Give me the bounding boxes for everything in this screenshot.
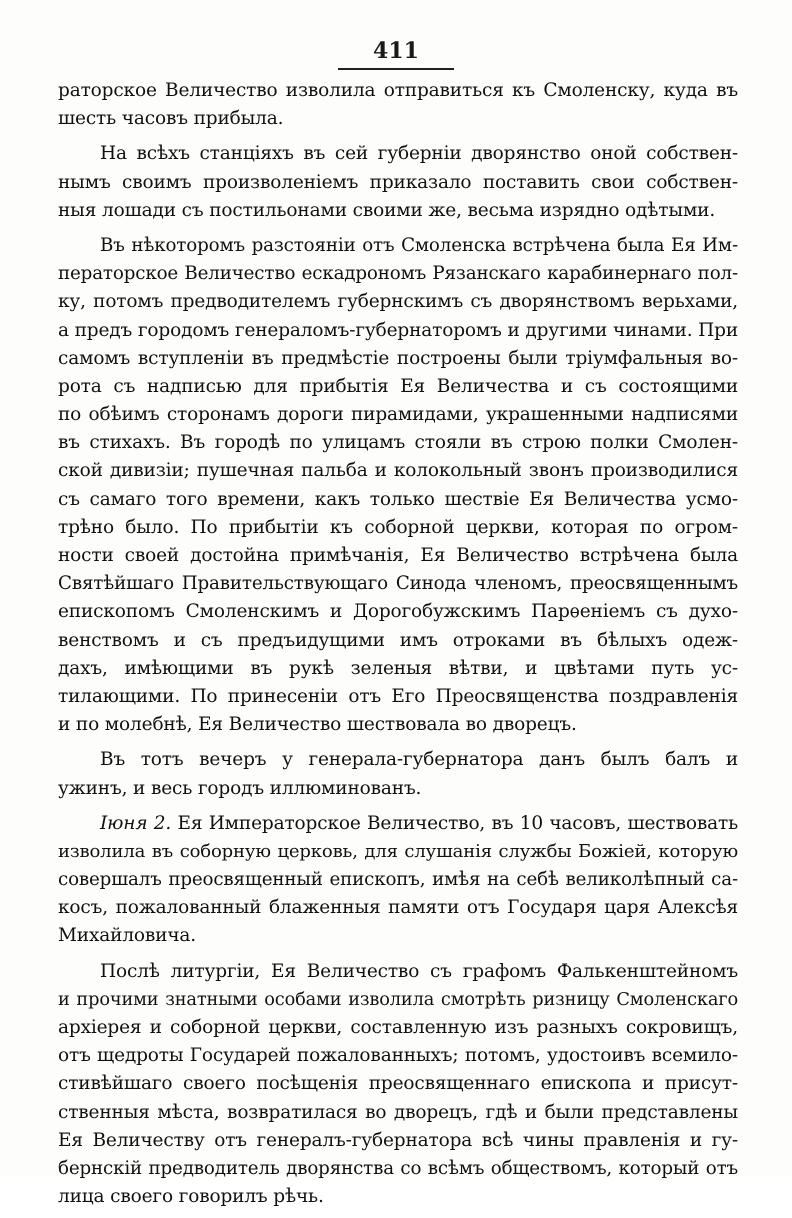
text-line-rest: Ея Императорское Величество, въ 10 часовъ, шествовать	[171, 812, 738, 834]
text-line: раторское Величество изволила отправиться къ Смоленску, куда въ	[58, 80, 738, 101]
text-line: бернскій предводитель дворянства со всѣмъ обществомъ, который отъ	[58, 1157, 738, 1179]
text-line: На всѣхъ станціяхъ въ сей губерніи дворянство оной собствен-	[100, 143, 738, 165]
text-line: Въ тотъ вечеръ у генерала-губернатора данъ былъ балъ и	[100, 749, 738, 771]
text-line: отъ щедроты Государей пожалованныхъ; потомъ, удостоивъ всемило-	[58, 1045, 738, 1067]
text-line: рота съ надписью для прибытія Ея Величества и съ состоящими	[58, 375, 738, 397]
text-line: и по молебнѣ, Ея Величество шествовала во дворецъ.	[58, 714, 577, 736]
text-line: ужинъ, и весь городъ иллюминованъ.	[58, 777, 422, 799]
text-line: ныя лошади съ постильонами своими же, весьма изрядно одѣтыми.	[58, 199, 716, 221]
text-line: ственныя мѣста, возвратилася во дворецъ, гдѣ и были представлены	[58, 1101, 738, 1123]
text-line	[58, 810, 738, 838]
text-line: косъ, пожалованный блаженныя памяти отъ Государя царя Алексѣя	[58, 897, 738, 919]
paragraph	[58, 232, 738, 739]
text-line: стивѣйшаго своего посѣщенія преосвященнаго епископа и присут-	[58, 1073, 738, 1095]
text-line: тилающими. По принесеніи отъ Его Преосвященства поздравленія	[58, 685, 738, 707]
text-line: шесть часовъ прибыла.	[58, 108, 284, 130]
text-line: Михайловича.	[58, 925, 197, 947]
text-line: лица своего говорилъ рѣчь.	[58, 1186, 324, 1208]
paragraph	[58, 746, 738, 802]
text-line: изволила въ соборную церковь, для слушанія службы Божіей, которую	[58, 840, 738, 862]
text-line: въ стихахъ. Въ городѣ по улицамъ стояли въ строю полки Смолен-	[58, 432, 738, 454]
paragraph	[58, 810, 738, 951]
text-line: и прочими знатными особами изволила смотрѣть ризницу Смоленскаго	[58, 989, 738, 1010]
text-line: ператорское Величество ескадрономъ Рязанскаго карабинернаго пол-	[58, 263, 738, 285]
text-line: ности своей достойна примѣчанія, Ея Величество встрѣчена была	[58, 545, 738, 566]
paragraph	[58, 958, 738, 1212]
entry-date: Іюня 2.	[100, 812, 172, 834]
text-line: Ея Величеству отъ генералъ-губернатора всѣ чины правленія и гу-	[58, 1129, 738, 1151]
text-line: совершалъ преосвященный епископъ, имѣя на себѣ великолѣпный са-	[58, 869, 738, 891]
page-number: 411	[373, 38, 419, 64]
page-number-rule	[338, 68, 454, 70]
text-line: съ самаго того времени, какъ только шествіе Ея Величества усмо-	[58, 488, 738, 510]
text-line: Послѣ литургіи, Ея Величество съ графомъ Фалькенштейномъ	[100, 960, 738, 982]
text-line: по обѣимъ сторонамъ дороги пирамидами, украшенными надписями	[58, 404, 738, 426]
text-line: епископомъ Смоленскимъ и Дорогобужскимъ Парѳеніемъ съ духо-	[58, 601, 738, 623]
text-line: ку, потомъ предводителемъ губернскимъ съ дворянствомъ верьхами,	[58, 291, 738, 313]
paragraph	[58, 140, 738, 225]
body-text	[58, 77, 738, 1218]
text-line: трѣно было. По прибытіи къ соборной церкви, которая по огром-	[58, 516, 738, 538]
text-line: Въ нѣкоторомъ разстояніи отъ Смоленска встрѣчена была Ея Им-	[100, 234, 738, 256]
text-line: дахъ, имѣющими въ рукѣ зеленыя вѣтви, и цвѣтами путь ус-	[58, 657, 738, 679]
text-line: нымъ своимъ произволеніемъ приказало поставить свои собствен-	[58, 171, 738, 193]
text-line: а предъ городомъ генераломъ-губернаторомъ и другими чинами. При	[58, 319, 739, 341]
text-line: архіерея и соборной церкви, составленную изъ разныхъ сокровищъ,	[58, 1017, 738, 1038]
text-line: Святѣйшаго Правительствующаго Синода членомъ, преосвященнымъ	[58, 573, 738, 595]
paragraph	[58, 77, 738, 133]
text-line: самомъ вступленіи въ предмѣстіе построены были тріумфальныя во-	[58, 347, 738, 369]
text-line: венствомъ и съ предъидущими имъ отроками въ бѣлыхъ одеж-	[58, 629, 738, 651]
text-line: ской дивизіи; пушечная пальба и колокольный звонъ производилися	[58, 460, 738, 482]
